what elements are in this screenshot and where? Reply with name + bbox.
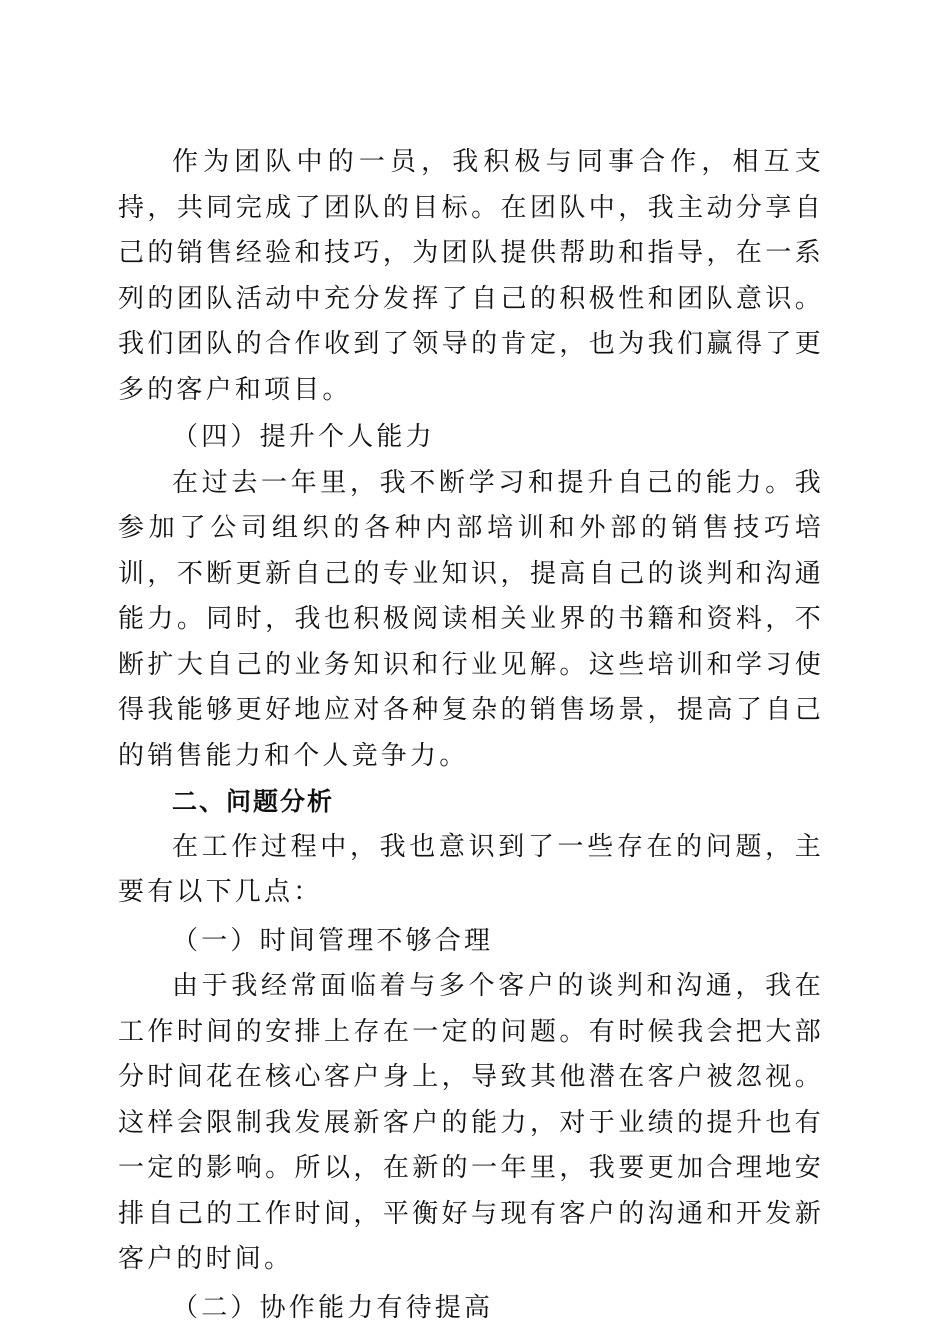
- subheading-time-management: （一）时间管理不够合理: [172, 925, 494, 956]
- subheading-collaboration: （二）协作能力有待提高: [172, 1292, 494, 1323]
- paragraph-learning: 在过去一年里，我不断学习和提升自己的能力。我参加了公司组织的各种内部培训和外部的销售技巧培训，不断更新自己的专业知识，提高自己的谈判和沟通能力。同时，我也积极阅读相关业界的书籍和资料，不断扩大自己的业务知识和行业见解。这些培训和学习使得我能够更好地应对各种复杂的销售场景，提高了自己的销售能力和个人竞争力。: [118, 467, 824, 771]
- section-heading-problem-analysis: 二、问题分析: [172, 787, 335, 816]
- document-page: [118, 140, 824, 1331]
- paragraph-problems-intro: 在工作过程中，我也意识到了一些存在的问题，主要有以下几点：: [118, 831, 824, 907]
- paragraph-team-cooperation: 作为团队中的一员，我积极与同事合作，相互支持，共同完成了团队的目标。在团队中，我主动分享自己的销售经验和技巧，为团队提供帮助和指导，在一系列的团队活动中充分发挥了自己的积极性和团队意识。我们团队的合作收到了领导的肯定，也为我们赢得了更多的客户和项目。: [118, 147, 824, 405]
- paragraph-time-management: 由于我经常面临着与多个客户的谈判和沟通，我在工作时间的安排上存在一定的问题。有时候我会把大部分时间花在核心客户身上，导致其他潜在客户被忽视。这样会限制我发展新客户的能力，对于业绩的提升也有一定的影响。所以，在新的一年里，我要更加合理地安排自己的工作时间，平衡好与现有客户的沟通和开发新客户的时间。: [118, 971, 824, 1274]
- subheading-improve-ability: （四）提升个人能力: [172, 422, 435, 452]
